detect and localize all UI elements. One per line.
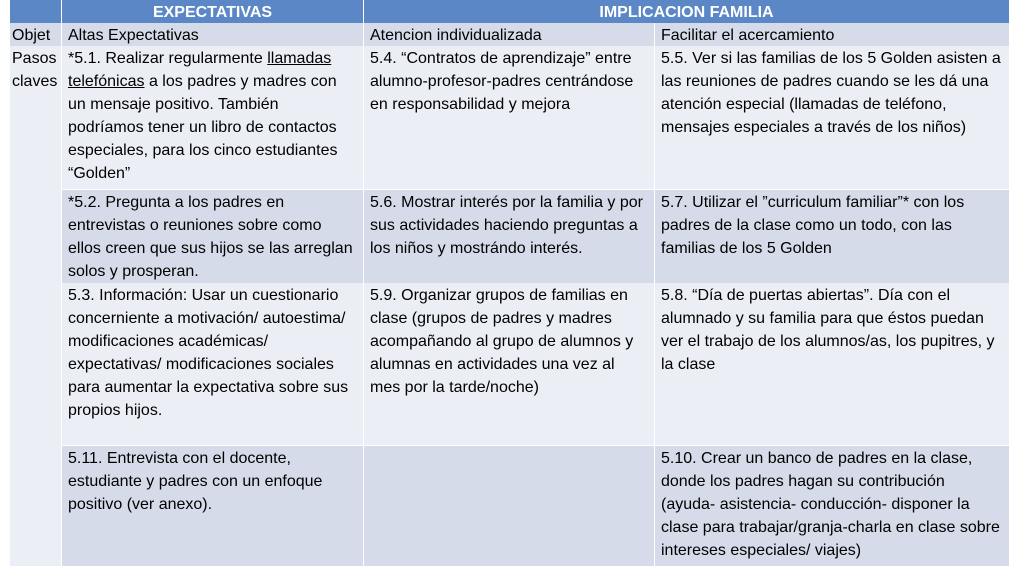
paso-5-1-prefix: *5.1. Realizar regularmente — [68, 50, 268, 67]
paso-5-3: 5.3. Información: Usar un cuestionario concerniente a motivación/ autoestima/ modificaciones académicas/ expectativas/ modificaciones sociales para aumentar la expectativa sobre sus propios hijos. — [62, 283, 364, 446]
paso-5-6: 5.6. Mostrar interés por la familia y por sus actividades haciendo preguntas a los niños y mostrándo interés. — [364, 190, 655, 283]
objetivo-altas-expectativas: Altas Expectativas — [62, 23, 364, 46]
paso-5-9: 5.9. Organizar grupos de familias en clase (grupos de padres y madres acompañando al grupo de alumnos y alumnas en actividades una vez al mes por la tarde/noche) — [364, 283, 655, 446]
paso-5-2: *5.2. Pregunta a los padres en entrevistas o reuniones sobre como ellos creen que sus hijos se las arreglan solos y prosperan. — [62, 190, 364, 283]
expectations-table — [10, 0, 1009, 566]
paso-5-1-suffix: a los padres y madres con un mensaje positivo. También podríamos tener un libro de contactos especiales, para los cinco estudiantes “Golden” — [68, 73, 338, 182]
paso-5-11: 5.11. Entrevista con el docente, estudiante y padres con un enfoque positivo (ver anexo). — [62, 446, 364, 566]
paso-5-7: 5.7. Utilizar el ”curriculum familiar”* con los padres de la clase como un todo, con las familias de los 5 Golden — [655, 190, 1009, 283]
paso-5-1-underlined: llamadas telefónicas — [68, 50, 332, 90]
header-empty-cell — [10, 0, 62, 23]
header-expectativas: EXPECTATIVAS — [62, 0, 364, 23]
row-label-pasos-claves: Pasos claves — [10, 46, 62, 566]
objetivo-facilitar-acercamiento: Facilitar el acercamiento — [655, 23, 1009, 46]
paso-5-4: 5.4. “Contratos de aprendizaje” entre alumno-profesor-padres centrándose en responsabilidad y mejora — [364, 46, 655, 190]
paso-5-1 — [62, 46, 364, 190]
empty-cell — [364, 446, 655, 566]
objetivo-atencion-individualizada: Atencion individualizada — [364, 23, 655, 46]
paso-5-5: 5.5. Ver si las familias de los 5 Golden asisten a las reuniones de padres cuando se les dá una atención especial (llamadas de teléfono, mensajes especiales a través de los niños) — [655, 46, 1009, 190]
paso-5-8: 5.8. “Día de puertas abiertas”. Día con el alumnado y su familia para que éstos puedan ver el trabajo de los alumnos/as, los pupitres, y la clase — [655, 283, 1009, 446]
row-label-objetivos: Objet — [10, 23, 62, 46]
header-implicacion-familia: IMPLICACION FAMILIA — [364, 0, 1009, 23]
paso-5-10: 5.10. Crear un banco de padres en la clase, donde los padres hagan su contribución (ayuda- asistencia- conducción- disponer la clase para trabajar/granja-charla en clase sobre intereses especiales/ viajes) — [655, 446, 1009, 566]
